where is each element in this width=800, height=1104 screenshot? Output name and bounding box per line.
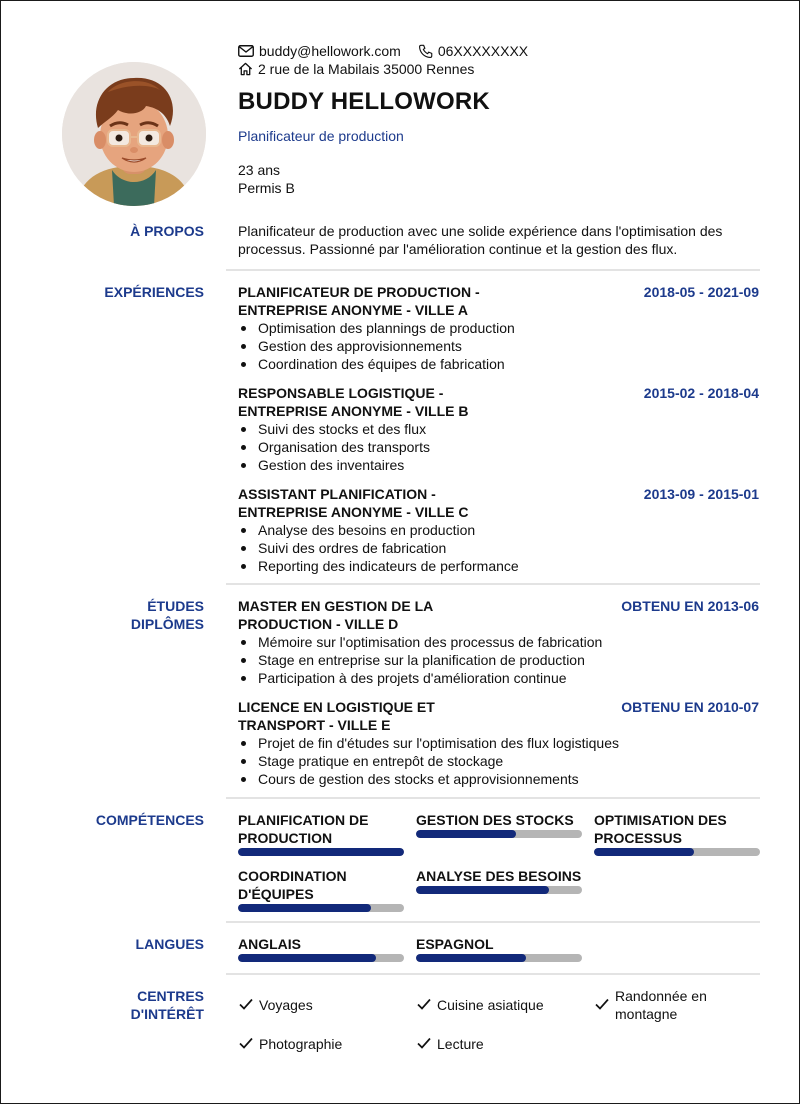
education-title-line: LICENCE EN LOGISTIQUE ET — [238, 699, 435, 715]
education-title-line: TRANSPORT - VILLE E — [238, 717, 391, 733]
skill-name-line: D'ÉQUIPES — [238, 886, 314, 902]
contact-line-top — [238, 42, 758, 60]
skill-level-bar — [416, 830, 582, 838]
interest-label — [259, 996, 313, 1014]
skill-level-fill — [594, 848, 694, 856]
phone-text[interactable]: 06XXXXXXXX — [437, 43, 529, 59]
interests-label-line: CENTRES — [137, 988, 204, 1004]
education-title — [238, 698, 538, 734]
profile-avatar — [62, 62, 206, 206]
interest-item — [594, 987, 759, 1023]
avatar-illustration — [62, 62, 206, 206]
interest-label-line: Lecture — [437, 1036, 484, 1052]
age-text: 23 ans — [238, 162, 281, 178]
personal-info — [238, 161, 758, 197]
interest-item — [416, 987, 594, 1023]
skill-level-fill — [416, 830, 516, 838]
skills-label: COMPÉTENCES — [95, 812, 204, 828]
skill-item — [416, 867, 582, 912]
email-item[interactable] — [238, 42, 401, 60]
skill-name — [594, 811, 760, 847]
experience-bullet: Suivi des stocks et des flux — [238, 420, 759, 438]
experience-bullet: Optimisation des plannings de production — [238, 319, 759, 337]
interest-item — [238, 987, 416, 1023]
interest-item — [416, 1035, 594, 1053]
languages-grid — [238, 935, 759, 973]
interest-label — [437, 996, 544, 1014]
experience-title-line: ENTREPRISE ANONYME - VILLE A — [238, 302, 468, 318]
skill-name — [416, 867, 582, 885]
language-level-fill — [238, 954, 376, 962]
experience-date: 2015-02 - 2018-04 — [643, 385, 759, 401]
interest-label-line: Cuisine asiatique — [437, 997, 544, 1013]
interests-label — [131, 987, 204, 1023]
experience-entry — [238, 485, 759, 575]
education-date: OBTENU EN 2010-07 — [621, 699, 759, 715]
about-label: À PROPOS — [130, 223, 204, 239]
skill-name-line: PROCESSUS — [594, 830, 682, 846]
interest-label-line: Randonnée en — [615, 988, 707, 1004]
check-icon — [416, 996, 432, 1012]
language-level-fill — [416, 954, 526, 962]
divider — [226, 973, 760, 975]
skill-name-line: PLANIFICATION DE — [238, 812, 369, 828]
language-item — [238, 935, 404, 962]
education-bullet: Stage en entreprise sur la planification de production — [238, 651, 759, 669]
divider — [226, 583, 760, 585]
candidate-name: BUDDY HELLOWORK — [238, 88, 490, 115]
phone-item[interactable] — [418, 42, 528, 60]
skill-item — [416, 811, 582, 856]
experience-date: 2013-09 - 2015-01 — [643, 486, 759, 502]
check-icon — [238, 1035, 254, 1051]
interests-label-line: D'INTÉRÊT — [130, 1006, 204, 1022]
interest-label — [259, 1035, 342, 1053]
education-entry — [238, 698, 759, 788]
skill-item — [238, 811, 404, 856]
home-icon — [238, 62, 253, 76]
skill-name-line: OPTIMISATION DES — [594, 812, 727, 828]
skills-grid — [238, 811, 759, 923]
language-level-bar — [416, 954, 582, 962]
job-title: Planificateur de production — [238, 128, 404, 144]
education-date: OBTENU EN 2013-06 — [621, 598, 759, 614]
interest-label — [615, 987, 707, 1023]
skill-level-bar — [238, 904, 404, 912]
skill-name-line: ANALYSE DES BESOINS — [416, 868, 582, 884]
phone-icon — [418, 44, 433, 59]
experience-list — [238, 283, 759, 586]
divider — [226, 797, 760, 799]
experience-label: EXPÉRIENCES — [104, 284, 204, 300]
interest-item — [238, 1035, 416, 1053]
experience-bullet: Coordination des équipes de fabrication — [238, 355, 759, 373]
experience-bullet: Suivi des ordres de fabrication — [238, 539, 759, 557]
skill-level-bar — [594, 848, 760, 856]
experience-title-line: PLANIFICATEUR DE PRODUCTION - — [238, 284, 480, 300]
languages-label: LANGUES — [135, 936, 204, 952]
education-bullet: Projet de fin d'études sur l'optimisation des flux logistiques — [238, 734, 759, 752]
license-text: Permis B — [238, 180, 295, 196]
education-bullet: Mémoire sur l'optimisation des processus de fabrication — [238, 633, 759, 651]
interest-label-line: Photographie — [259, 1036, 343, 1052]
address-text: 2 rue de la Mabilais 35000 Rennes — [258, 61, 475, 77]
education-bullet: Stage pratique en entrepôt de stockage — [238, 752, 759, 770]
skill-name — [416, 811, 582, 829]
experience-bullet: Gestion des inventaires — [238, 456, 759, 474]
education-title-line: PRODUCTION - VILLE D — [238, 616, 399, 632]
divider — [226, 269, 760, 271]
education-label-line: DIPLÔMES — [130, 616, 204, 632]
address-item — [238, 60, 474, 78]
language-name: ESPAGNOL — [416, 936, 494, 952]
experience-bullet: Organisation des transports — [238, 438, 759, 456]
education-list — [238, 597, 759, 799]
education-title — [238, 597, 538, 633]
skill-level-fill — [238, 904, 371, 912]
check-icon — [238, 996, 254, 1012]
skill-name-line: PRODUCTION — [238, 830, 333, 846]
experience-title-line: RESPONSABLE LOGISTIQUE - — [238, 385, 444, 401]
skill-name — [238, 811, 404, 847]
experience-bullet: Gestion des approvisionnements — [238, 337, 759, 355]
experience-title — [238, 283, 538, 319]
skill-level-fill — [416, 886, 549, 894]
resume-header — [238, 42, 758, 197]
skill-item — [238, 867, 404, 912]
skill-item — [594, 811, 760, 856]
mail-icon — [238, 45, 254, 57]
experience-date: 2018-05 - 2021-09 — [643, 284, 759, 300]
skill-name-line: GESTION DES STOCKS — [416, 812, 574, 828]
experience-entry — [238, 384, 759, 474]
education-bullet: Cours de gestion des stocks et approvisionnements — [238, 770, 759, 788]
experience-title — [238, 485, 538, 521]
education-bullet: Participation à des projets d'amélioration continue — [238, 669, 759, 687]
education-entry — [238, 597, 759, 687]
check-icon — [594, 996, 610, 1012]
skill-level-bar — [238, 848, 404, 856]
education-title-line: MASTER EN GESTION DE LA — [238, 598, 434, 614]
interest-label-line: Voyages — [259, 997, 313, 1013]
language-name: ANGLAIS — [238, 936, 301, 952]
skill-level-bar — [416, 886, 582, 894]
experience-entry — [238, 283, 759, 373]
experience-bullet: Analyse des besoins en production — [238, 521, 759, 539]
education-label-line: ÉTUDES — [147, 598, 204, 614]
interests-grid — [238, 987, 759, 1053]
interest-label-line: montagne — [615, 1006, 678, 1022]
language-item — [416, 935, 582, 962]
about-text: Planificateur de production avec une solide expérience dans l'optimisation des processus. Passionné par l'amélioration continue et la gestion des flux. — [238, 223, 723, 257]
experience-title-line: ENTREPRISE ANONYME - VILLE C — [238, 504, 469, 520]
interest-label — [437, 1035, 484, 1053]
skill-name — [238, 867, 404, 903]
experience-title — [238, 384, 538, 420]
experience-title-line: ENTREPRISE ANONYME - VILLE B — [238, 403, 469, 419]
experience-title-line: ASSISTANT PLANIFICATION - — [238, 486, 436, 502]
skill-level-fill — [238, 848, 404, 856]
experience-bullet: Reporting des indicateurs de performance — [238, 557, 759, 575]
education-label — [131, 597, 204, 633]
language-level-bar — [238, 954, 404, 962]
divider — [226, 921, 760, 923]
contact-line-address — [238, 60, 758, 78]
email-text[interactable]: buddy@hellowork.com — [259, 43, 401, 59]
skill-name-line: COORDINATION — [238, 868, 347, 884]
check-icon — [416, 1035, 432, 1051]
